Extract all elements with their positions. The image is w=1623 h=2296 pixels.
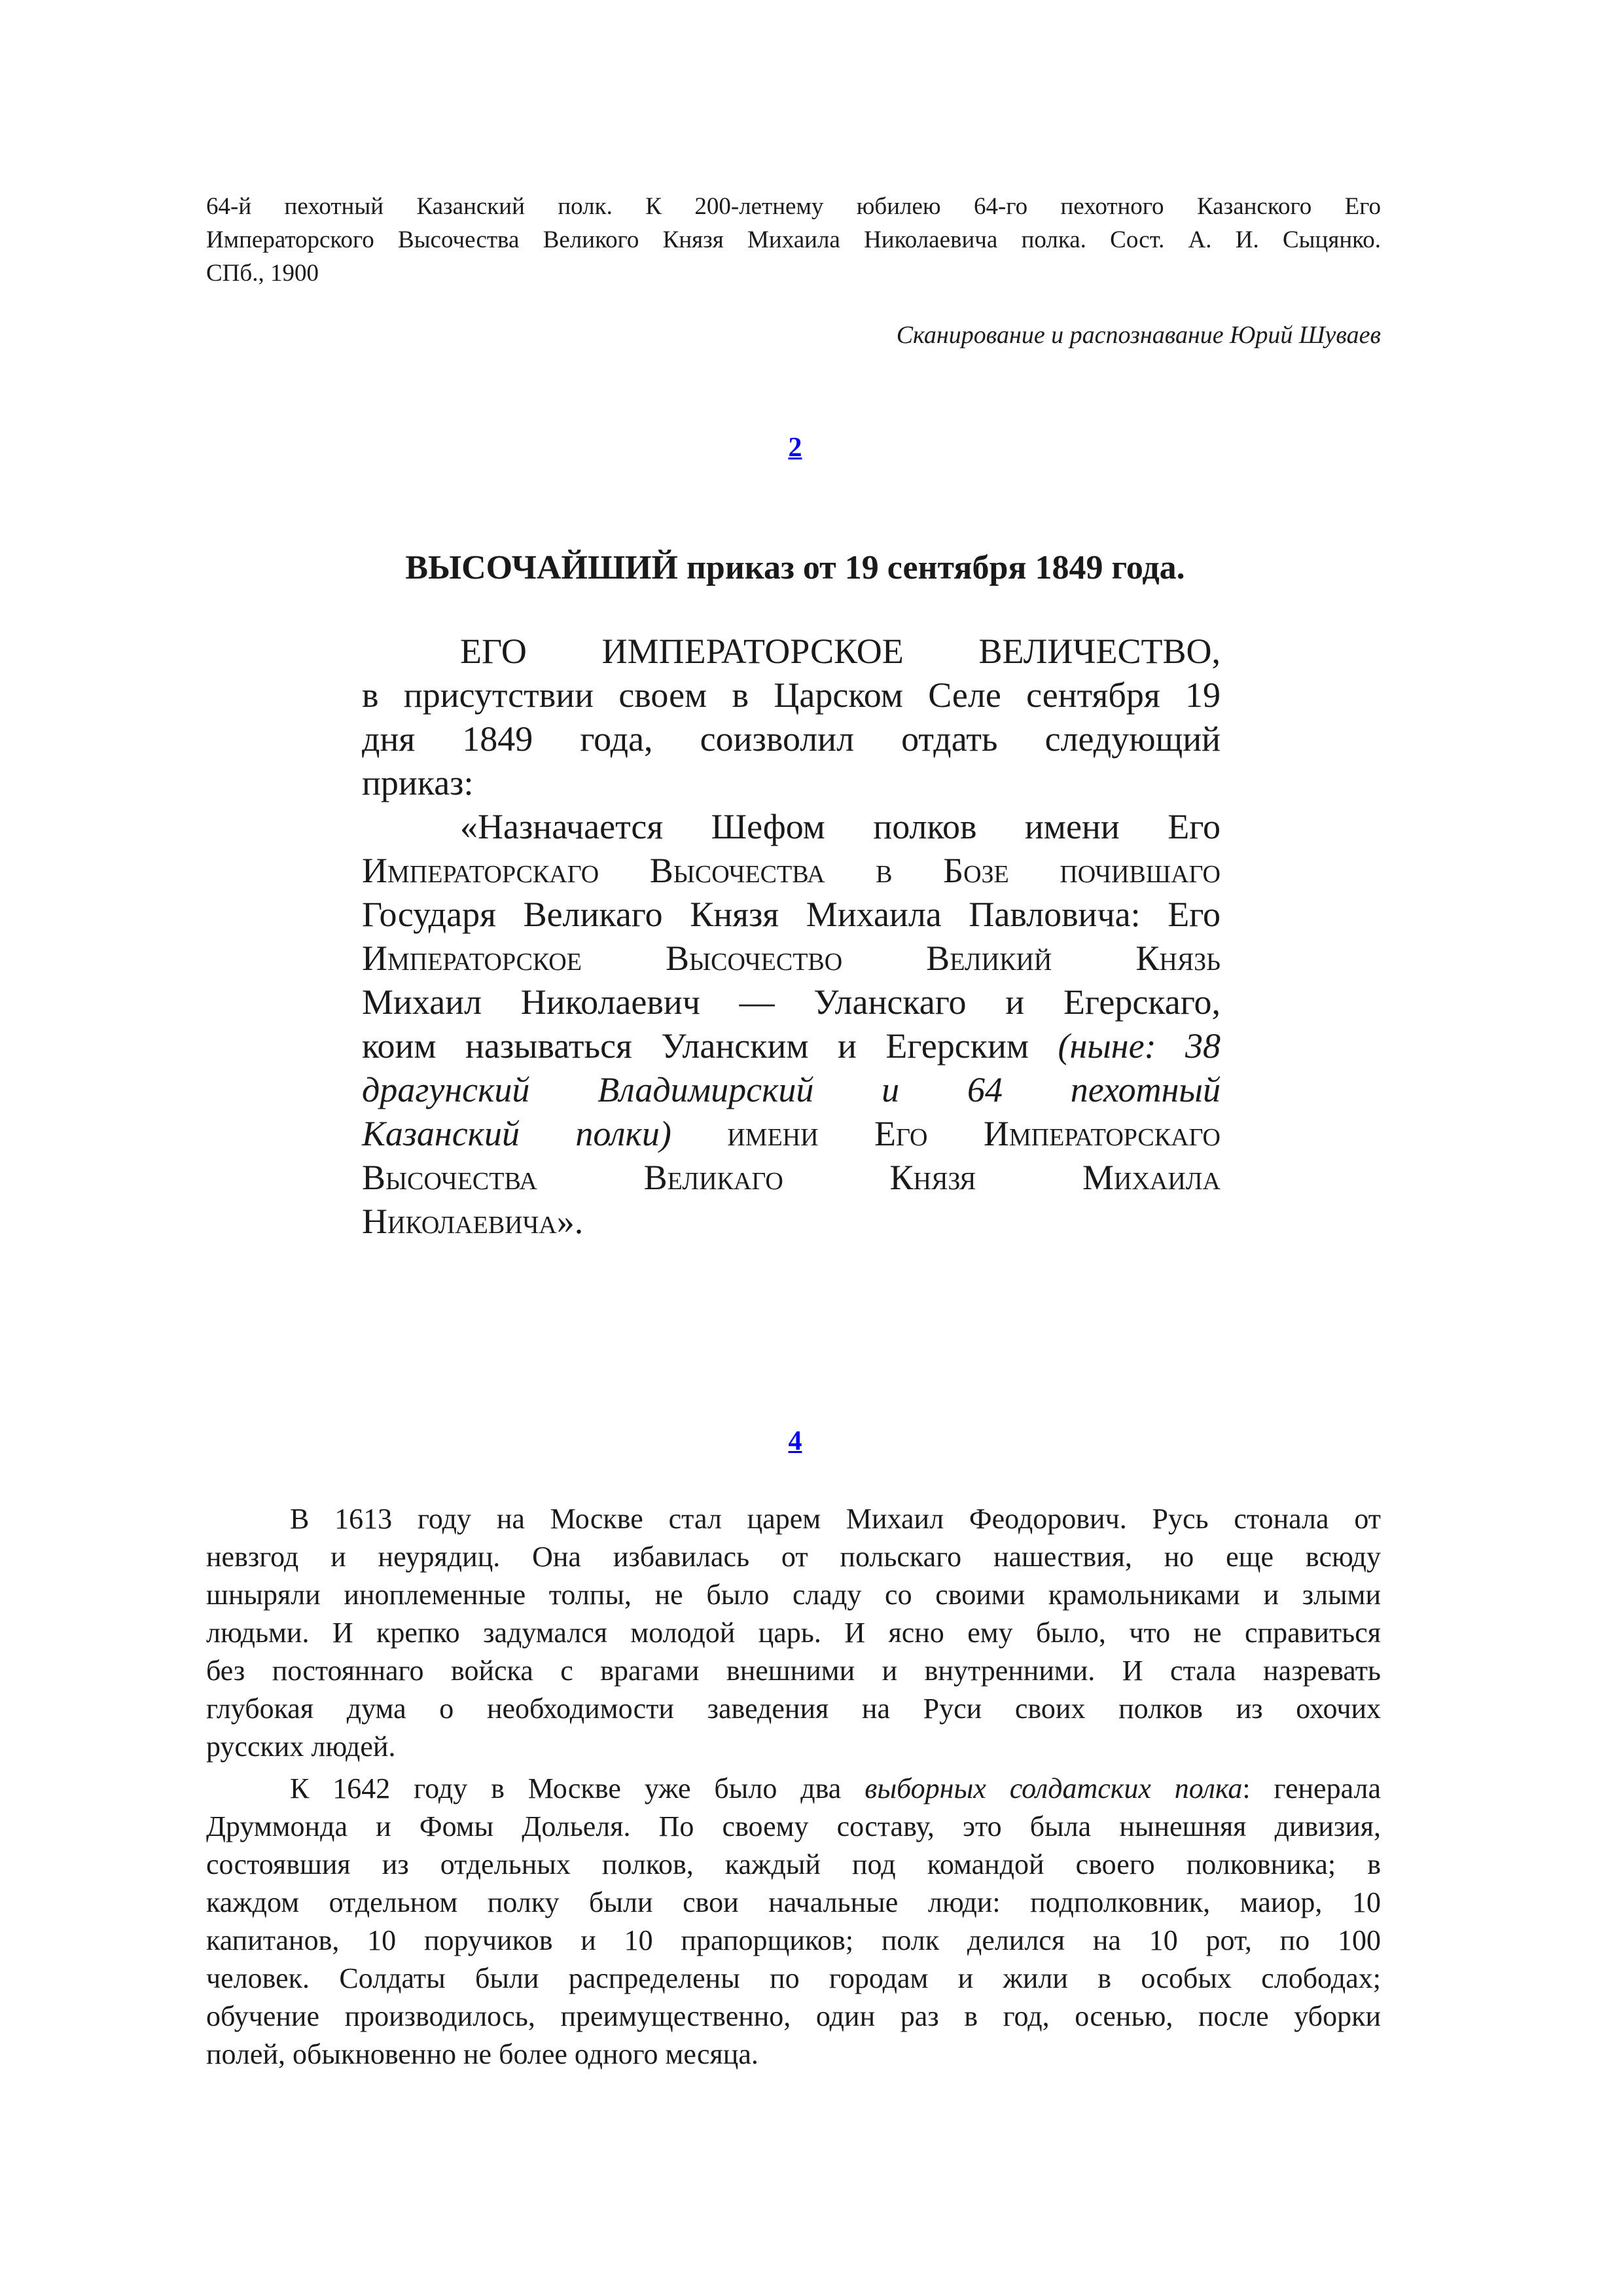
body-line: капитанов, 10 поручиков и 10 прапорщиков; полк делился на 10 рот, по 100 [206,1924,1381,1956]
order-line [362,1024,1221,1068]
body-line: русских людей. [206,1731,396,1763]
body-line: В 1613 году на Москве стал царем Михаил Феодорович. Русь стонала от [290,1503,1381,1535]
order-line: Михаил Николаевич — Уланскаго и Егерскаго, [362,982,1221,1022]
page-link-2[interactable]: 2 [788,433,802,463]
body-line: глубокая дума о необходимости заведения на Руси своих полков из охочих [206,1693,1381,1725]
body-line [206,1770,1381,1808]
body-line: каждом отдельном полку были свои начальные люди: подполковник, маиор, 10 [206,1886,1381,1918]
order-text [362,630,1221,1244]
body-italic-span: выборных солдатских полка [865,1772,1243,1804]
header-line: Императорского Высочества Великого Князя Михаила Николаевича полка. Сост. А. И. Сыцянко. [206,226,1381,253]
body-line: полей, обыкновенно не более одного месяца. [206,2038,758,2070]
body-line: Друммонда и Фомы Дольеля. По своему составу, это была нынешняя дивизия, [206,1810,1381,1842]
order-italic-note: Казанский полки) [362,1114,671,1153]
order-line-text: Императорскаго Высочества в Бозе почившаго [362,851,1221,890]
header-line: СПб., 1900 [206,260,319,287]
scan-credit: Сканирование и распознавание Юрий Шуваев [896,321,1381,349]
order-italic-note: (ныне: 38 [1058,1026,1221,1066]
order-line: «Назначается Шефом полков имени Его [460,807,1221,846]
body-line: состоявшия из отдельных полков, каждый под командой своего полковника; в [206,1848,1381,1880]
body-line: людьми. И крепко задумался молодой царь. И ясно ему было, что не справиться [206,1617,1381,1649]
order-line-text: коим называться Уланским и Егерским [362,1026,1029,1066]
order-line-text: имени Его Императорскаго [727,1114,1221,1153]
body-text-span: К 1642 году в Москве уже было два [290,1772,865,1804]
order-line [362,1112,1221,1156]
page-link-4[interactable]: 4 [788,1426,802,1456]
order-title: ВЫСОЧАЙШИЙ приказ от 19 сентября 1849 года. [405,549,1185,586]
order-line: в присутствии своем в Царском Селе сентября 19 [362,675,1221,715]
order-line: драгунский Владимирский и 64 пехотный [362,1070,1221,1109]
body-line: человек. Солдаты были распределены по городам и жили в особых слободах; [206,1962,1381,1994]
order-line [362,849,1221,893]
header-line: 64-й пехотный Казанский полк. К 200-летнему юбилею 64-го пехотного Казанского Его [206,193,1381,220]
document-source-header [206,190,1381,290]
body-text [206,1500,1381,2073]
body-line: шныряли иноплеменные толпы, не было сладу со своими крамольниками и злыми [206,1579,1381,1611]
order-line: ЕГО ИМПЕРАТОРСКОЕ ВЕЛИЧЕСТВО, [460,632,1221,671]
order-line: Высочества Великаго Князя Михаила [362,1158,1221,1197]
body-line: без постояннаго войска с врагами внешними и внутренними. И стала назревать [206,1655,1381,1687]
order-line-text: Императорское Высочество Великий Князь [362,939,1221,978]
order-line: приказ: [362,763,474,802]
order-line: дня 1849 года, соизволил отдать следующий [362,719,1221,759]
order-line: Государя Великаго Князя Михаила Павловича: Его [362,895,1221,934]
order-line: Николаевича». [362,1202,584,1241]
order-line [362,937,1221,980]
body-text-span: : генерала [1242,1772,1381,1804]
body-line: обучение производилось, преимущественно, один раз в год, осенью, после уборки [206,2000,1381,2032]
body-line: невзгод и неурядиц. Она избавилась от польскаго нашествия, но еще всюду [206,1541,1381,1573]
